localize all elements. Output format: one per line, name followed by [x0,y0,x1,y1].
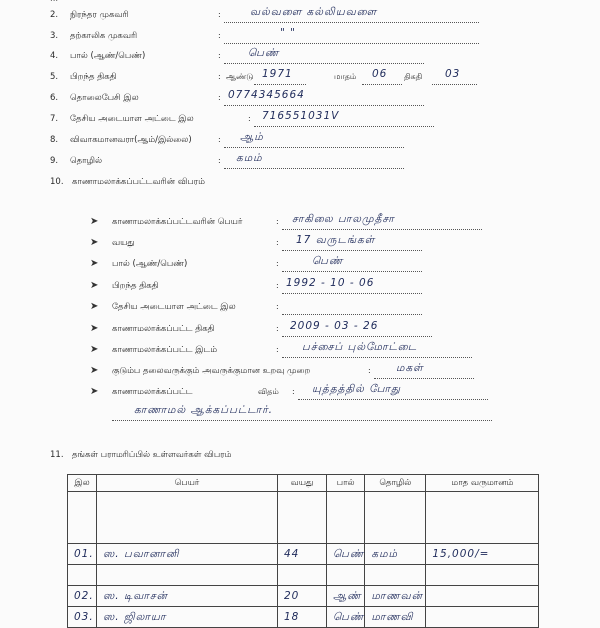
field-married: 8. விவாகமானவரா(ஆம்/இல்லை) : ஆம் [0,133,600,153]
field-number: 8. [50,135,59,145]
field-date-of-birth: 5. பிறந்த திகதி : ஆண்டு 1971 மாதம் 06 திகதி 03 [0,70,600,90]
table-row [68,586,539,607]
field-label: பால் (ஆண்/பெண்) [112,259,188,269]
table-row [68,544,539,565]
year-label: ஆண்டு [226,72,254,81]
month-label: மாதம் [334,72,357,81]
missing-person-age: ➤ வயது : 17 வருடங்கள் [0,236,600,256]
field-label: குடும்ப தலைவருக்கும் அவருக்குமான உறவு முறை [112,366,311,376]
field-value: ஆம் [240,131,264,143]
field-value: பச்சைப் புல்மோட்டை [302,341,418,353]
table-cell [426,607,539,628]
column-header: தொழில் [365,475,426,492]
table-cell: மாணவன் [365,586,426,607]
field-label-2: விதம் [258,387,279,396]
column-header: பால் [327,475,365,492]
table-cell: ஸ. டிவாசன் [97,586,278,607]
arrow-bullet-icon: ➤ [90,365,99,376]
field-label: நிரந்தர முகவரி [70,10,129,20]
arrow-bullet-icon: ➤ [90,323,99,334]
field-value: 1992 - 10 - 06 [286,277,375,289]
table-cell: மாணவி [365,607,426,628]
table-cell: ஸ. பவானானி [97,544,278,565]
section-title: காணாமலாக்கப்பட்டவரின் விபரம் [72,177,205,187]
table-cell: 18 [278,607,327,628]
field-value: யுத்தத்தில் போது [312,383,402,395]
missing-person-dob: ➤ பிறந்த திகதி : 1992 - 10 - 06 [0,279,600,299]
missing-place: ➤ காணாமலாக்கப்பட்ட இடம் : பச்சைப் புல்மோட்டை [0,343,600,363]
arrow-bullet-icon: ➤ [90,258,99,269]
missing-person-gender: ➤ பால் (ஆண்/பெண்) : பெண் [0,257,600,277]
section-number: 11. [50,450,64,460]
table-cell: 03. [68,607,97,628]
section-title: தங்கள் பராமரிப்பில் உள்ளவர்கள் விபரம் [72,450,232,460]
field-label: காணாமலாக்கப்பட்ட [112,387,193,397]
table-cell [426,586,539,607]
field-number: 3. [50,31,59,41]
field-value: மகள் [396,362,424,374]
missing-manner: ➤ காணாமலாக்கப்பட்ட விதம் : யுத்தத்தில் போது [0,385,600,405]
arrow-bullet-icon: ➤ [90,301,99,312]
field-occupation: 9. தொழில் : கமம் [0,154,600,174]
field-label: பிறந்த திகதி [112,281,159,291]
day-value: 03 [445,68,461,80]
field-gender: 4. பால் (ஆண்/பெண்) : பெண் [0,49,600,69]
field-value: 17 வருடங்கள் [296,234,376,246]
table-cell: 44 [278,544,327,565]
column-header: மாத வருமானம் [426,475,539,492]
field-label: தொலைபேசி இல [70,93,139,103]
field-temporary-address: 3. தற்காலிக முகவரி : " " [0,29,600,49]
table-cell: 01. [68,544,97,565]
field-label: காணாமலாக்கப்பட்ட இடம் [112,345,218,355]
field-number: 4. [50,51,59,61]
field-value: வல்வளை கல்லியவளை [250,6,378,18]
table-row [68,607,539,628]
relationship-to-head: ➤ குடும்ப தலைவருக்கும் அவருக்குமான உறவு முறை : மகள் [0,364,600,384]
field-value: 2009 - 03 - 26 [290,320,379,332]
table-cell: பெண் [327,544,365,565]
table-cell: கமம் [365,544,426,565]
field-label: பால் (ஆண்/பெண்) [70,51,146,61]
table-cell: 02. [68,586,97,607]
table-cell: பெண் [327,607,365,628]
column-header: இல [68,475,97,492]
field-number: 6. [50,93,59,103]
day-label: திகதி [404,72,423,81]
field-value: பெண் [248,47,280,59]
arrow-bullet-icon: ➤ [90,237,99,248]
field-number: 9. [50,156,59,166]
field-label: விவாகமானவரா(ஆம்/இல்லை) [70,135,192,145]
section-number: 10. [50,177,64,187]
missing-person-nic: ➤ தேசிய அடையாள அட்டை இல : [0,300,600,320]
year-value: 1971 [262,68,293,80]
table-header-row [68,475,539,492]
dependents-table [67,474,539,628]
field-number: 2. [50,10,59,20]
field-label: தற்காலிக முகவரி [70,31,138,41]
missing-person-name: ➤ காணாமலாக்கப்பட்டவரின் பெயர் : சாகிலை பாலமுதீசா [0,215,600,235]
field-value: கமம் [236,152,263,164]
arrow-bullet-icon: ➤ [90,386,99,397]
cut-off-field [50,0,58,4]
field-phone: 6. தொலைபேசி இல : 0774345664 [0,91,600,111]
field-number: 7. [50,114,59,124]
field-label: தொழில் [70,156,103,166]
missing-manner-continuation [0,406,600,426]
field-label: வயது [112,238,135,248]
field-value: 0774345664 [228,89,305,101]
field-value: சாகிலை பாலமுதீசா [292,213,395,225]
month-value: 06 [372,68,388,80]
field-label: பிறந்த திகதி [70,72,117,82]
arrow-bullet-icon: ➤ [90,280,99,291]
field-label: காணாமலாக்கப்பட்டவரின் பெயர் [112,217,243,227]
section-10-heading [0,175,600,195]
table-cell: 15,000/= [426,544,539,565]
column-header: பெயர் [97,475,278,492]
table-cell: ஸ. ஜிலாயா [97,607,278,628]
field-label: காணாமலாக்கப்பட்ட திகதி [112,324,215,334]
missing-date: ➤ காணாமலாக்கப்பட்ட திகதி : 2009 - 03 - 26 [0,322,600,342]
field-value: " " [280,27,296,39]
field-value: 716551031V [262,110,340,122]
field-label: தேசிய அடையாள அட்டை இல [112,302,236,312]
field-nic: 7. தேசிய அடையாள அட்டை இல : 716551031V [0,112,600,132]
table-cell: ஆண் [327,586,365,607]
arrow-bullet-icon: ➤ [90,216,99,227]
field-number: 5. [50,72,59,82]
table-spacer-row [68,492,539,544]
continuation-value: காணாமல் ஆக்கப்பட்டார். [134,404,273,416]
section-11-heading [0,448,600,468]
table-cell: 20 [278,586,327,607]
field-value: பெண் [312,255,344,267]
field-permanent-address: 2. நிரந்தர முகவரி : வல்வளை கல்லியவளை [0,8,600,28]
column-header: வயது [278,475,327,492]
arrow-bullet-icon: ➤ [90,344,99,355]
table-spacer-row [68,565,539,586]
field-label: தேசிய அடையாள அட்டை இல [70,114,194,124]
